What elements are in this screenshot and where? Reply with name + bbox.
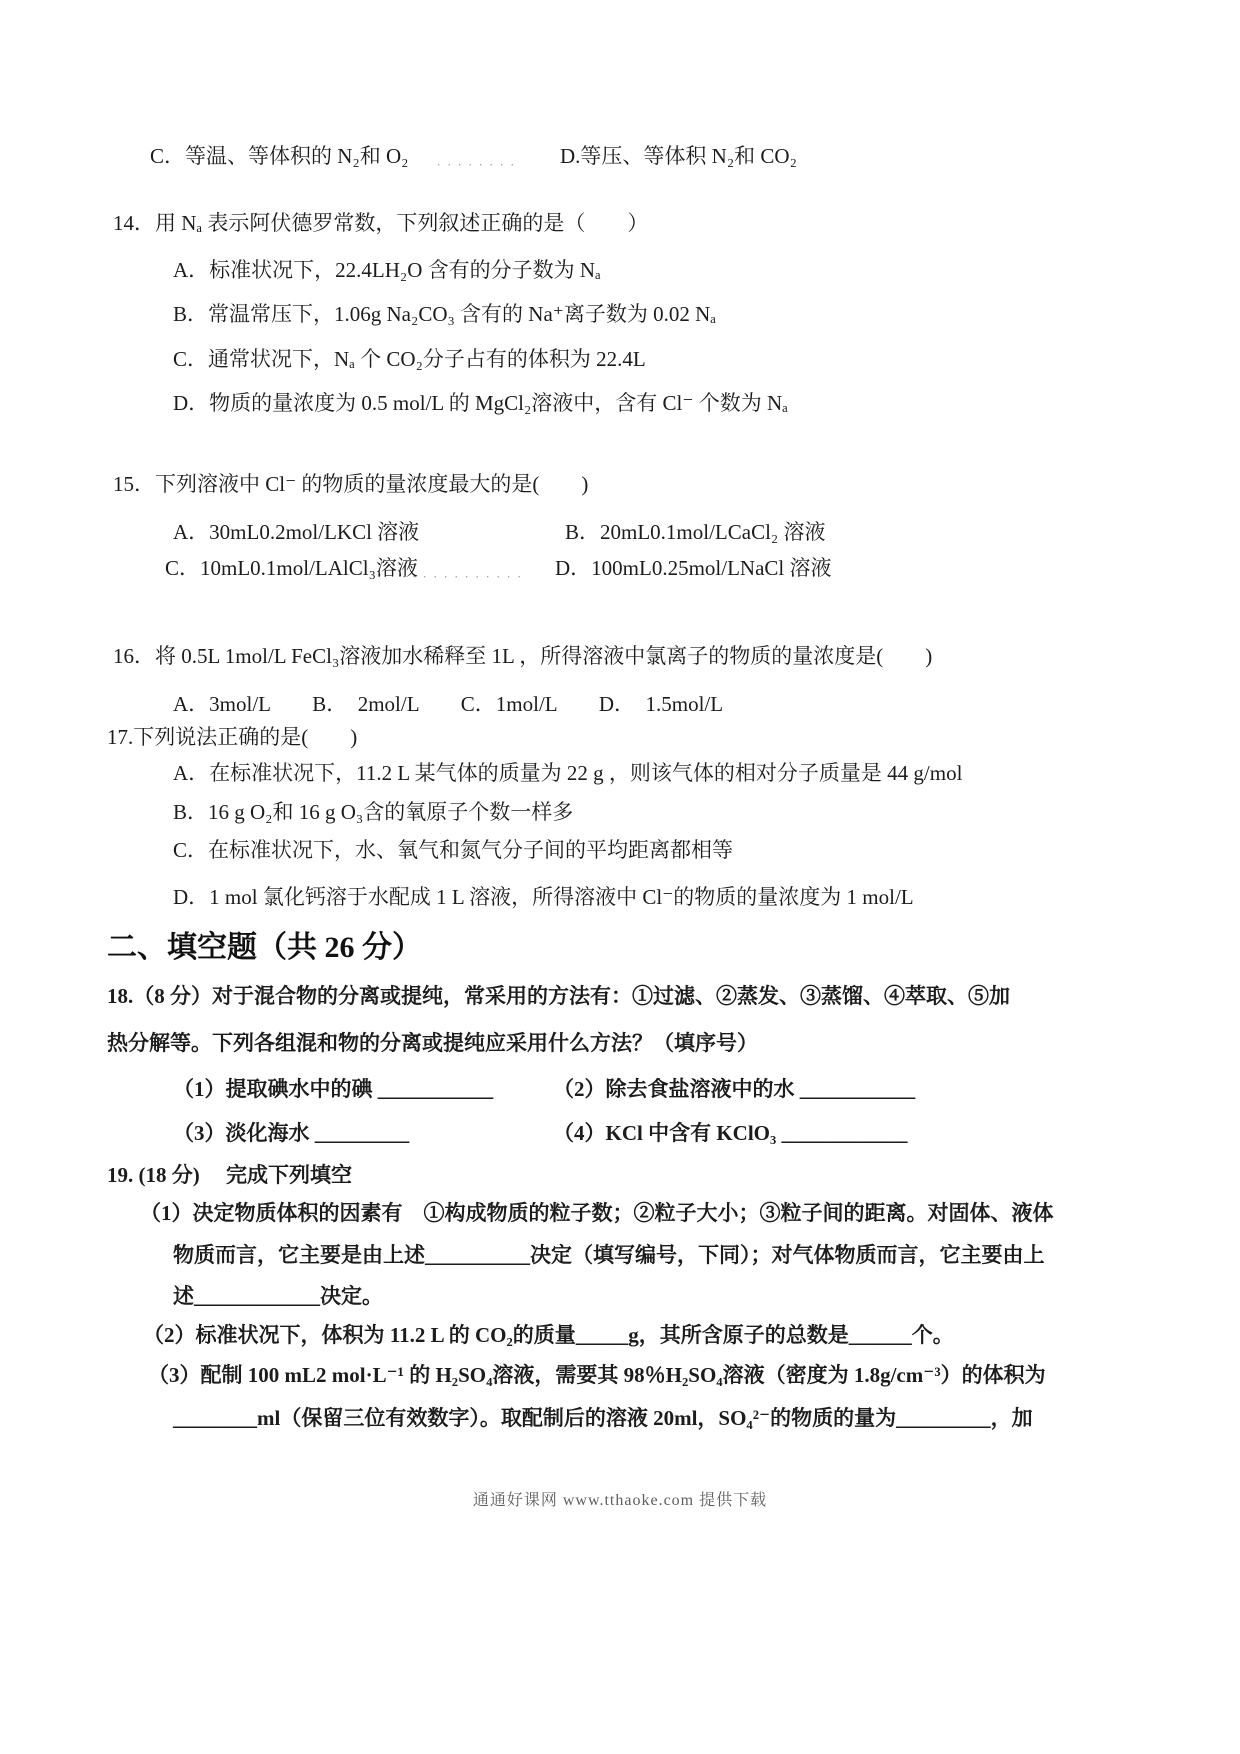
q14-stem: 14．用 Nₐ 表示阿伏德罗常数，下列叙述正确的是（ ） [113, 211, 649, 235]
q18-blank-3: （3）淡化海水 _________ [173, 1121, 410, 1145]
q16-stem: 16．将 0.5L 1mol/L FeCl₃溶液加水稀释至 1L ，所得溶液中氯离子的物质的量浓度是( ) [113, 644, 933, 668]
q18-blank-2: （2）除去食盐溶液中的水 ___________ [553, 1077, 916, 1101]
q19-part1-line-3: 述____________决定。 [173, 1284, 383, 1308]
q15-option-c: C．10mL0.1mol/LAlCl₃溶液 [165, 556, 418, 580]
q17-option-c: C．在标准状况下，水、氧气和氮气分子间的平均距离都相等 [173, 838, 734, 862]
footer-watermark: 通通好课网 www.tthaoke.com 提供下载 [472, 1492, 768, 1509]
q15-stem: 15．下列溶液中 Cl⁻ 的物质的量浓度最大的是( ) [113, 472, 589, 496]
q19-part1-line-2: 物质而言，它主要是由上述__________决定（填写编号，下同）；对气体物质而言，它主要由上 [173, 1243, 1045, 1267]
q19-part3-line-2: ________ml（保留三位有效数字）。取配制后的溶液 20ml，SO₄²⁻的物质的量为_________，加 [173, 1406, 1033, 1430]
q13-option-d: D.等压、等体积 N₂和 CO₂ [560, 144, 797, 168]
q19-stem: 19. (18 分) 完成下列填空 [107, 1163, 352, 1187]
section-2-header: 二、填空题（共 26 分） [107, 931, 422, 964]
q17-option-b: B．16 g O₂和 16 g O₃含的氧原子个数一样多 [173, 800, 574, 824]
q15-option-d: D．100mL0.25mol/LNaCl 溶液 [555, 556, 832, 580]
q14-option-d: D．物质的量浓度为 0.5 mol/L 的 MgCl₂溶液中，含有 Cl⁻ 个数为 Nₐ [173, 391, 788, 415]
q19-part1-line-1: （1）决定物质体积的因素有 ①构成物质的粒子数；②粒子大小；③粒子间的距离。对固体、液体 [140, 1201, 1054, 1225]
q17-option-d: D．1 mol 氯化钙溶于水配成 1 L 溶液，所得溶液中 Cl⁻的物质的量浓度为 1 mol/L [173, 885, 914, 909]
q17-stem: 17.下列说法正确的是( ) [107, 725, 358, 749]
q13-option-c: C．等温、等体积的 N₂和 O₂ [150, 144, 409, 168]
q19-part2: （2）标准状况下，体积为 11.2 L 的 CO₂的质量_____g，其所含原子的总数是______个。 [143, 1323, 954, 1347]
q18-blank-1: （1）提取碘水中的碘 ___________ [173, 1077, 494, 1101]
q13-dotted-leader: ．．．．．．．． [437, 156, 527, 168]
q14-option-a: A．标准状况下，22.4LH₂O 含有的分子数为 Nₐ [173, 258, 601, 282]
q18-blank-4: （4）KCl 中含有 KClO₃ ____________ [553, 1121, 908, 1145]
q17-option-a: A．在标准状况下，11.2 L 某气体的质量为 22 g ，则该气体的相对分子质量是 44 g/mol [173, 761, 963, 785]
q19-part3-line-1: （3）配制 100 mL2 mol·L⁻¹ 的 H₂SO₄溶液，需要其 98％H₂SO₄溶液（密度为 1.8g/cm⁻³）的体积为 [148, 1363, 1046, 1387]
q15-option-a: A．30mL0.2mol/LKCl 溶液 [173, 520, 420, 544]
q18-stem-line-2: 热分解等。下列各组混和物的分离或提纯应采用什么方法？（填序号） [107, 1031, 758, 1055]
q14-option-b: B．常温常压下，1.06g Na₂CO₃ 含有的 Na⁺离子数为 0.02 Nₐ [173, 302, 717, 326]
q15-option-b: B．20mL0.1mol/LCaCl₂ 溶液 [565, 520, 826, 544]
q18-stem-line-1: 18.（8 分）对于混合物的分离或提纯，常采用的方法有：①过滤、②蒸发、③蒸馏、④萃取、⑤加 [107, 984, 1010, 1008]
q15-dotted-leader: ．．．．．．．．．．．． [402, 568, 534, 580]
q14-option-c: C．通常状况下，Nₐ 个 CO₂分子占有的体积为 22.4L [173, 347, 646, 371]
q16-options: A．3mol/L B． 2mol/L C．1mol/L D． 1.5mol/L [173, 692, 724, 716]
